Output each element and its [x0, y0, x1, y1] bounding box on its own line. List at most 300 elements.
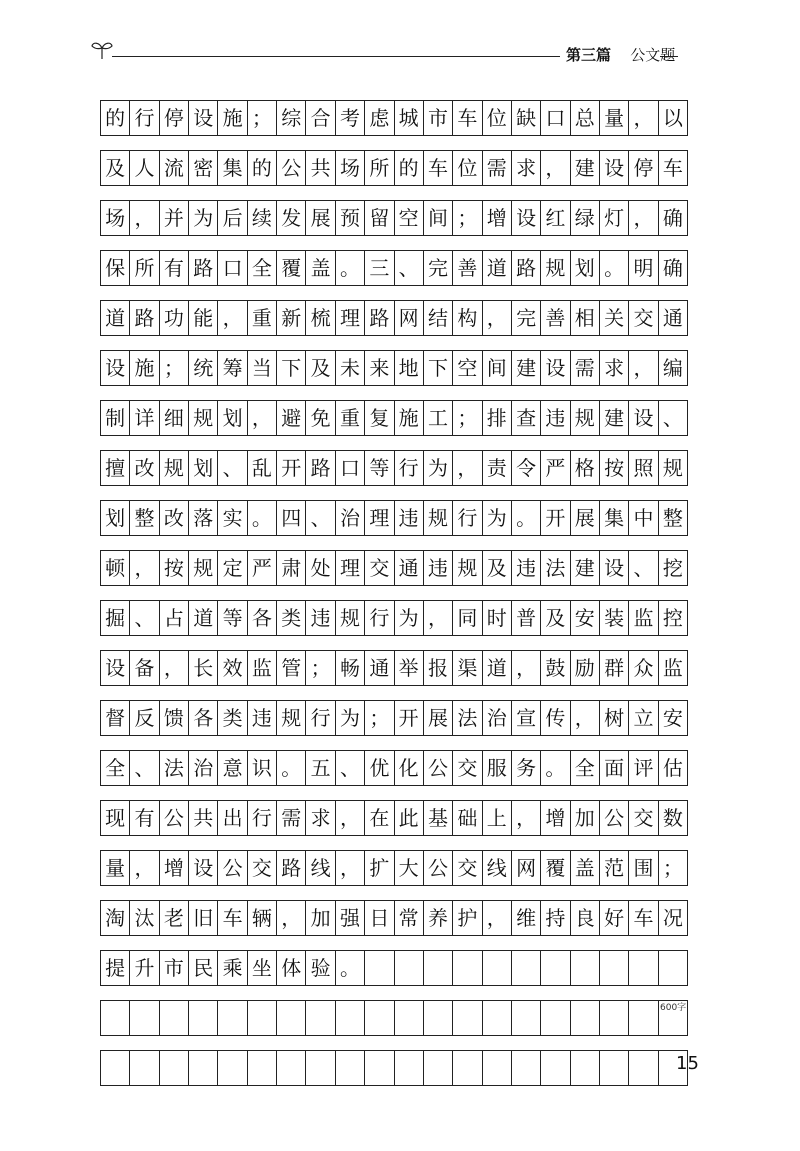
grid-cell: 结 — [424, 301, 453, 335]
grid-cell: 为 — [336, 701, 365, 735]
grid-cell — [130, 1051, 159, 1085]
grid-cell: 综 — [277, 101, 306, 135]
grid-cell: 传 — [541, 701, 570, 735]
grid-cell — [395, 1051, 424, 1085]
grid-cell — [453, 1001, 482, 1035]
grid-cell: 。 — [248, 501, 277, 535]
grid-cell — [189, 1001, 218, 1035]
grid-cell: 车 — [659, 151, 688, 185]
grid-row — [100, 300, 688, 336]
grid-cell — [424, 1051, 453, 1085]
grid-cell: 出 — [218, 801, 247, 835]
section-title: 第三篇 — [566, 46, 612, 64]
grid-cell: 后 — [218, 201, 247, 235]
grid-cell: 畅 — [336, 651, 365, 685]
grid-cell: 规 — [453, 551, 482, 585]
grid-cell — [629, 951, 658, 985]
grid-cell: 等 — [365, 451, 394, 485]
grid-cell: ， — [336, 851, 365, 885]
grid-cell: 统 — [189, 351, 218, 385]
grid-cell: 地 — [395, 351, 424, 385]
grid-cell: 违 — [541, 401, 570, 435]
grid-cell — [483, 1001, 512, 1035]
grid-cell — [130, 1001, 159, 1035]
grid-cell: 覆 — [541, 851, 570, 885]
grid-cell: 。 — [541, 751, 570, 785]
grid-cell: 行 — [395, 451, 424, 485]
grid-cell: 础 — [453, 801, 482, 835]
grid-cell: 立 — [629, 701, 658, 735]
grid-cell: ； — [306, 651, 335, 685]
grid-cell: 交 — [629, 801, 658, 835]
grid-cell: 备 — [130, 651, 159, 685]
grid-cell: 通 — [395, 551, 424, 585]
grid-cell: 众 — [629, 651, 658, 685]
grid-cell — [160, 1051, 189, 1085]
grid-cell: 规 — [571, 401, 600, 435]
grid-cell: 编 — [659, 351, 688, 385]
grid-cell: 下 — [424, 351, 453, 385]
grid-cell: 规 — [160, 451, 189, 485]
grid-cell — [629, 1051, 658, 1085]
grid-cell — [189, 1051, 218, 1085]
grid-cell: 励 — [571, 651, 600, 685]
grid-cell: 行 — [306, 701, 335, 735]
grid-row — [100, 550, 688, 586]
running-header — [566, 44, 675, 65]
grid-cell: 设 — [600, 151, 629, 185]
grid-cell: 良 — [571, 901, 600, 935]
grid-cell: 设 — [629, 401, 658, 435]
grid-cell: 网 — [512, 851, 541, 885]
grid-cell — [277, 1051, 306, 1085]
grid-cell: 详 — [130, 401, 159, 435]
grid-cell: 、 — [659, 401, 688, 435]
grid-cell: 路 — [130, 301, 159, 335]
grid-cell: 线 — [483, 851, 512, 885]
grid-cell: 道 — [101, 301, 130, 335]
grid-cell: 改 — [130, 451, 159, 485]
grid-cell: 规 — [541, 251, 570, 285]
grid-cell: 长 — [189, 651, 218, 685]
grid-cell: 下 — [277, 351, 306, 385]
grid-cell: 重 — [248, 301, 277, 335]
grid-cell — [453, 1051, 482, 1085]
grid-cell: 现 — [101, 801, 130, 835]
word-count-marker: 600字 — [660, 1003, 687, 1013]
grid-cell: 交 — [453, 751, 482, 785]
grid-cell: 确 — [659, 201, 688, 235]
grid-cell: 监 — [659, 651, 688, 685]
grid-cell: 路 — [365, 301, 394, 335]
grid-cell — [218, 1051, 247, 1085]
grid-cell: 明 — [629, 251, 658, 285]
grid-cell: 口 — [218, 251, 247, 285]
grid-cell: 、 — [218, 451, 247, 485]
grid-cell: 停 — [160, 101, 189, 135]
grid-cell: ； — [453, 401, 482, 435]
grid-cell: 及 — [541, 601, 570, 635]
grid-row — [100, 200, 688, 236]
grid-cell — [306, 1051, 335, 1085]
grid-cell: 辆 — [248, 901, 277, 935]
grid-cell: 口 — [336, 451, 365, 485]
grid-cell: 新 — [277, 301, 306, 335]
grid-cell: 车 — [424, 151, 453, 185]
grid-cell: 顿 — [101, 551, 130, 585]
grid-cell: 位 — [453, 151, 482, 185]
grid-cell: 规 — [189, 551, 218, 585]
grid-cell: 善 — [453, 251, 482, 285]
grid-cell: 建 — [600, 401, 629, 435]
grid-cell: 况 — [659, 901, 688, 935]
grid-cell — [600, 951, 629, 985]
grid-cell: ， — [336, 801, 365, 835]
grid-cell: 展 — [306, 201, 335, 235]
grid-cell: 责 — [483, 451, 512, 485]
grid-cell: 公 — [600, 801, 629, 835]
grid-cell: 所 — [365, 151, 394, 185]
grid-cell — [336, 1051, 365, 1085]
grid-cell: 、 — [629, 551, 658, 585]
grid-cell: 各 — [248, 601, 277, 635]
grid-cell: 展 — [424, 701, 453, 735]
grid-cell — [659, 951, 688, 985]
grid-cell — [248, 1001, 277, 1035]
grid-cell: 法 — [160, 751, 189, 785]
grid-cell: 老 — [160, 901, 189, 935]
grid-cell: ， — [130, 851, 159, 885]
grid-cell: 开 — [541, 501, 570, 535]
grid-cell: 理 — [336, 301, 365, 335]
grid-cell: 复 — [365, 401, 394, 435]
grid-cell: 间 — [483, 351, 512, 385]
grid-cell: 求 — [600, 351, 629, 385]
grid-cell: 。 — [336, 951, 365, 985]
grid-cell: 树 — [600, 701, 629, 735]
grid-cell: 续 — [248, 201, 277, 235]
grid-cell: 类 — [277, 601, 306, 635]
grid-cell: 未 — [336, 351, 365, 385]
grid-cell: 能 — [189, 301, 218, 335]
grid-cell: 间 — [424, 201, 453, 235]
grid-cell — [395, 1001, 424, 1035]
grid-cell: 关 — [600, 301, 629, 335]
grid-cell: 划 — [189, 451, 218, 485]
grid-cell: 施 — [218, 101, 247, 135]
grid-row — [100, 750, 688, 786]
grid-cell: 路 — [189, 251, 218, 285]
grid-cell: 合 — [306, 101, 335, 135]
grid-cell: 行 — [130, 101, 159, 135]
grid-row — [100, 150, 688, 186]
grid-cell: 按 — [600, 451, 629, 485]
grid-cell — [424, 951, 453, 985]
grid-cell: 量 — [101, 851, 130, 885]
grid-cell: 免 — [306, 401, 335, 435]
grid-cell: 设 — [101, 351, 130, 385]
grid-cell: 考 — [336, 101, 365, 135]
grid-cell: ， — [453, 451, 482, 485]
grid-cell — [571, 1001, 600, 1035]
grid-cell: 绿 — [571, 201, 600, 235]
grid-cell: 盖 — [571, 851, 600, 885]
grid-cell: 面 — [600, 751, 629, 785]
grid-cell — [571, 951, 600, 985]
grid-cell: 当 — [248, 351, 277, 385]
grid-cell: 整 — [659, 501, 688, 535]
grid-cell: 市 — [160, 951, 189, 985]
grid-cell: 设 — [189, 851, 218, 885]
grid-cell: 占 — [160, 601, 189, 635]
grid-cell: 违 — [306, 601, 335, 635]
grid-cell: 量 — [600, 101, 629, 135]
grid-cell: 升 — [130, 951, 159, 985]
grid-cell: 所 — [130, 251, 159, 285]
grid-row — [100, 100, 688, 136]
grid-cell: 人 — [130, 151, 159, 185]
grid-cell: 通 — [365, 651, 394, 685]
grid-cell: 以 — [659, 101, 688, 135]
grid-cell — [160, 1001, 189, 1035]
sprout-icon — [90, 38, 114, 60]
grid-cell: ， — [424, 601, 453, 635]
grid-cell: 交 — [248, 851, 277, 885]
grid-cell: 增 — [483, 201, 512, 235]
grid-cell: 旧 — [189, 901, 218, 935]
grid-cell: 排 — [483, 401, 512, 435]
grid-cell: 制 — [101, 401, 130, 435]
grid-row — [100, 850, 688, 886]
grid-cell: 维 — [512, 901, 541, 935]
grid-cell: 全 — [101, 751, 130, 785]
grid-cell: 善 — [541, 301, 570, 335]
grid-cell: 停 — [629, 151, 658, 185]
grid-cell: 路 — [306, 451, 335, 485]
grid-cell: 普 — [512, 601, 541, 635]
grid-cell: 令 — [512, 451, 541, 485]
grid-cell — [306, 1001, 335, 1035]
grid-cell: 在 — [365, 801, 394, 835]
grid-cell: ， — [248, 401, 277, 435]
grid-cell: 需 — [277, 801, 306, 835]
grid-row — [100, 650, 688, 686]
grid-cell: 设 — [541, 351, 570, 385]
grid-cell: 构 — [453, 301, 482, 335]
grid-cell: 共 — [189, 801, 218, 835]
grid-cell: 公 — [424, 851, 453, 885]
grid-cell — [101, 1001, 130, 1035]
grid-cell: ， — [483, 901, 512, 935]
grid-cell: 通 — [659, 301, 688, 335]
grid-cell: 保 — [101, 251, 130, 285]
grid-cell: 行 — [248, 801, 277, 835]
grid-cell: 鼓 — [541, 651, 570, 685]
grid-cell: 等 — [218, 601, 247, 635]
grid-cell: 提 — [101, 951, 130, 985]
grid-cell: 车 — [629, 901, 658, 935]
grid-cell: 改 — [160, 501, 189, 535]
grid-cell — [571, 1051, 600, 1085]
grid-cell: ； — [659, 851, 688, 885]
grid-cell: 、 — [130, 751, 159, 785]
grid-cell: 增 — [541, 801, 570, 835]
grid-cell: 开 — [277, 451, 306, 485]
grid-cell: 交 — [629, 301, 658, 335]
grid-cell: 施 — [395, 401, 424, 435]
grid-cell: 。 — [336, 251, 365, 285]
grid-cell: 理 — [365, 501, 394, 535]
grid-cell: 格 — [571, 451, 600, 485]
grid-cell: 求 — [306, 801, 335, 835]
grid-cell: 四 — [277, 501, 306, 535]
grid-cell: 路 — [512, 251, 541, 285]
grid-row — [100, 600, 688, 636]
grid-cell: 及 — [483, 551, 512, 585]
grid-cell: 上 — [483, 801, 512, 835]
grid-cell: ， — [629, 201, 658, 235]
grid-cell: 举 — [395, 651, 424, 685]
grid-cell: 、 — [306, 501, 335, 535]
grid-cell: 位 — [483, 101, 512, 135]
grid-cell — [277, 1001, 306, 1035]
grid-cell: 治 — [189, 751, 218, 785]
grid-cell: 护 — [453, 901, 482, 935]
grid-cell: 淘 — [101, 901, 130, 935]
grid-row — [100, 700, 688, 736]
grid-cell: 。 — [277, 751, 306, 785]
grid-cell: 网 — [395, 301, 424, 335]
grid-cell: 建 — [571, 551, 600, 585]
grid-cell: 强 — [336, 901, 365, 935]
grid-cell: 集 — [600, 501, 629, 535]
grid-cell: 坐 — [248, 951, 277, 985]
grid-cell: 交 — [453, 851, 482, 885]
grid-cell: 照 — [629, 451, 658, 485]
grid-cell: 工 — [424, 401, 453, 435]
grid-cell: 预 — [336, 201, 365, 235]
grid-cell: 红 — [541, 201, 570, 235]
grid-cell: 并 — [160, 201, 189, 235]
grid-cell: 治 — [336, 501, 365, 535]
grid-cell: 功 — [160, 301, 189, 335]
grid-cell: 线 — [306, 851, 335, 885]
grid-cell: 施 — [130, 351, 159, 385]
grid-cell: 类 — [218, 701, 247, 735]
grid-cell: 服 — [483, 751, 512, 785]
grid-cell — [541, 1001, 570, 1035]
grid-cell — [600, 1001, 629, 1035]
grid-cell — [365, 1001, 394, 1035]
grid-cell: 违 — [395, 501, 424, 535]
grid-cell: 安 — [571, 601, 600, 635]
grid-cell: 城 — [395, 101, 424, 135]
grid-row — [100, 1050, 688, 1086]
grid-cell: 及 — [306, 351, 335, 385]
grid-cell: 大 — [395, 851, 424, 885]
grid-cell: 、 — [336, 751, 365, 785]
grid-row — [100, 350, 688, 386]
grid-cell: 验 — [306, 951, 335, 985]
grid-cell: 优 — [365, 751, 394, 785]
grid-cell: 展 — [571, 501, 600, 535]
grid-cell: 交 — [365, 551, 394, 585]
grid-row — [100, 500, 688, 536]
grid-cell: ； — [248, 101, 277, 135]
grid-cell: 民 — [189, 951, 218, 985]
grid-row — [100, 400, 688, 436]
grid-cell: 扩 — [365, 851, 394, 885]
grid-cell: 数 — [659, 801, 688, 835]
grid-cell: 车 — [218, 901, 247, 935]
grid-cell — [541, 951, 570, 985]
grid-cell: 严 — [248, 551, 277, 585]
grid-cell: 监 — [248, 651, 277, 685]
grid-cell: 密 — [189, 151, 218, 185]
grid-cell: 求 — [512, 151, 541, 185]
grid-cell: 处 — [306, 551, 335, 585]
grid-cell — [248, 1051, 277, 1085]
header-rule — [112, 56, 560, 57]
grid-cell: 为 — [395, 601, 424, 635]
grid-cell: 。 — [600, 251, 629, 285]
grid-cell: 场 — [101, 201, 130, 235]
grid-cell: 公 — [424, 751, 453, 785]
grid-cell: 发 — [277, 201, 306, 235]
grid-row — [100, 800, 688, 836]
grid-cell — [424, 1001, 453, 1035]
grid-cell: 为 — [424, 451, 453, 485]
grid-cell: 管 — [277, 651, 306, 685]
page-number: 15 — [676, 1053, 699, 1074]
grid-cell: ， — [160, 651, 189, 685]
grid-cell: 为 — [483, 501, 512, 535]
grid-cell: 规 — [424, 501, 453, 535]
grid-cell: 公 — [218, 851, 247, 885]
grid-cell: 挖 — [659, 551, 688, 585]
grid-cell: 为 — [189, 201, 218, 235]
grid-cell: 共 — [306, 151, 335, 185]
grid-cell: 基 — [424, 801, 453, 835]
grid-cell — [483, 951, 512, 985]
grid-cell: 乱 — [248, 451, 277, 485]
grid-cell: 空 — [395, 201, 424, 235]
grid-cell: 反 — [130, 701, 159, 735]
grid-cell: 市 — [424, 101, 453, 135]
grid-row — [100, 900, 688, 936]
grid-cell: 。 — [512, 501, 541, 535]
grid-cell: 需 — [483, 151, 512, 185]
grid-cell: 实 — [218, 501, 247, 535]
grid-cell: 规 — [659, 451, 688, 485]
grid-cell: 虑 — [365, 101, 394, 135]
grid-cell: 流 — [160, 151, 189, 185]
grid-cell: 建 — [571, 151, 600, 185]
grid-cell: 严 — [541, 451, 570, 485]
grid-cell: 的 — [395, 151, 424, 185]
grid-cell: 设 — [600, 551, 629, 585]
grid-cell: 公 — [160, 801, 189, 835]
grid-cell: 违 — [248, 701, 277, 735]
essay-grid — [100, 100, 688, 1100]
grid-cell: ， — [277, 901, 306, 935]
grid-cell: 好 — [600, 901, 629, 935]
grid-cell: 设 — [512, 201, 541, 235]
grid-cell: 务 — [512, 751, 541, 785]
grid-cell: 督 — [101, 701, 130, 735]
grid-cell: 道 — [483, 651, 512, 685]
grid-cell: ， — [512, 801, 541, 835]
